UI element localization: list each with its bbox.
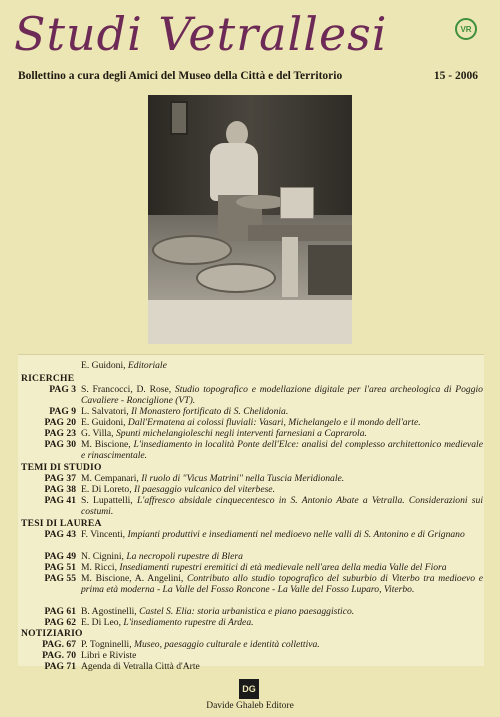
masthead-title: Studi Vetrallesi — [14, 7, 388, 61]
table-of-contents: E. Guidoni, Editoriale RICERCHE PAG 3 S. Francocci, D. Rose, Studio topografico e modellazione digitale per l'area archeologica di Poggio Cavaliere - Ronciglione (VT). PAG 9 L. Salvatori, Il Monastero fortificato di S. Chelidonia. PAG 20 E. Guidoni, Dall'Ermatena ai colossi fluviali: Vasari, Michelangelo e il mondo dell'arte. PAG 23 G. Villa, Spunti michelangioleschi negli interventi farnesiani a Caprarola. PAG 30 M. Biscione, L'insediamento in località Ponte dell'Elce: analisi del complesso architettonico medievale e rinascimentale. TEMI DI STUDIO PAG 37 M. Cempanari, Il ruolo di "Vicus Matrini" nella Tuscia Meridionale. PAG 38 E. Di Loreto, Il paesaggio vulcanico del viterbese. PAG 41 S. Lupattelli, L'affresco absidale cinquecentesco in S. Antonio Abate a Vetralla. Considerazioni sui costumi. TESI DI LAUREA PAG 43 F. Vincenti, Impianti produttivi e insediamenti nel medioevo nelle valli di S. Antonino e di Grignano PAG 49 N. Cignini, La necropoli rupestre di Blera PAG 51 M. Ricci, Insediamenti rupestri eremitici di età medievale nell'area della media Valle del Fiora PAG 55 M. Biscione, A. Angelini, Contributo allo studio topografico del suburbio di Viterbo tra medioevo e prima età moderna - La Valle del Fosso Roncone - La Valle del Fosso Luparo, Viterbo. PAG 61 B. Agostinelli, Castel S. Elia: storia urbanistica e piano paesaggistico. PAG 62 E. Di Leo, L'insediamento rupestre di Ardea. NOTIZIARIO PAG. 67 P. Togninelli, Museo, paesaggio culturale e identità collettiva. PAG. 70 Libri e Riviste PAG 71 Agenda di Vetralla Città d'Arte — [18, 354, 484, 666]
section-heading-ricerche: RICERCHE — [21, 373, 75, 384]
publisher-name: Davide Ghaleb Editore — [206, 701, 294, 711]
bulletin-subtitle: Bollettino a cura degli Amici del Museo della Città e del Territorio — [18, 70, 343, 82]
section-heading-temi-di-studio: TEMI DI STUDIO — [21, 462, 102, 473]
section-heading-notiziario: NOTIZIARIO — [21, 628, 83, 639]
section-heading-tesi-di-laurea: TESI DI LAUREA — [21, 518, 102, 529]
vr-logo-icon: VR — [455, 18, 477, 40]
issue-number: 15 - 2006 — [433, 70, 478, 82]
editorial-entry: E. Guidoni, Editoriale — [81, 360, 167, 371]
publisher-logo-icon: DG — [239, 679, 259, 699]
cover-photo — [148, 95, 352, 344]
